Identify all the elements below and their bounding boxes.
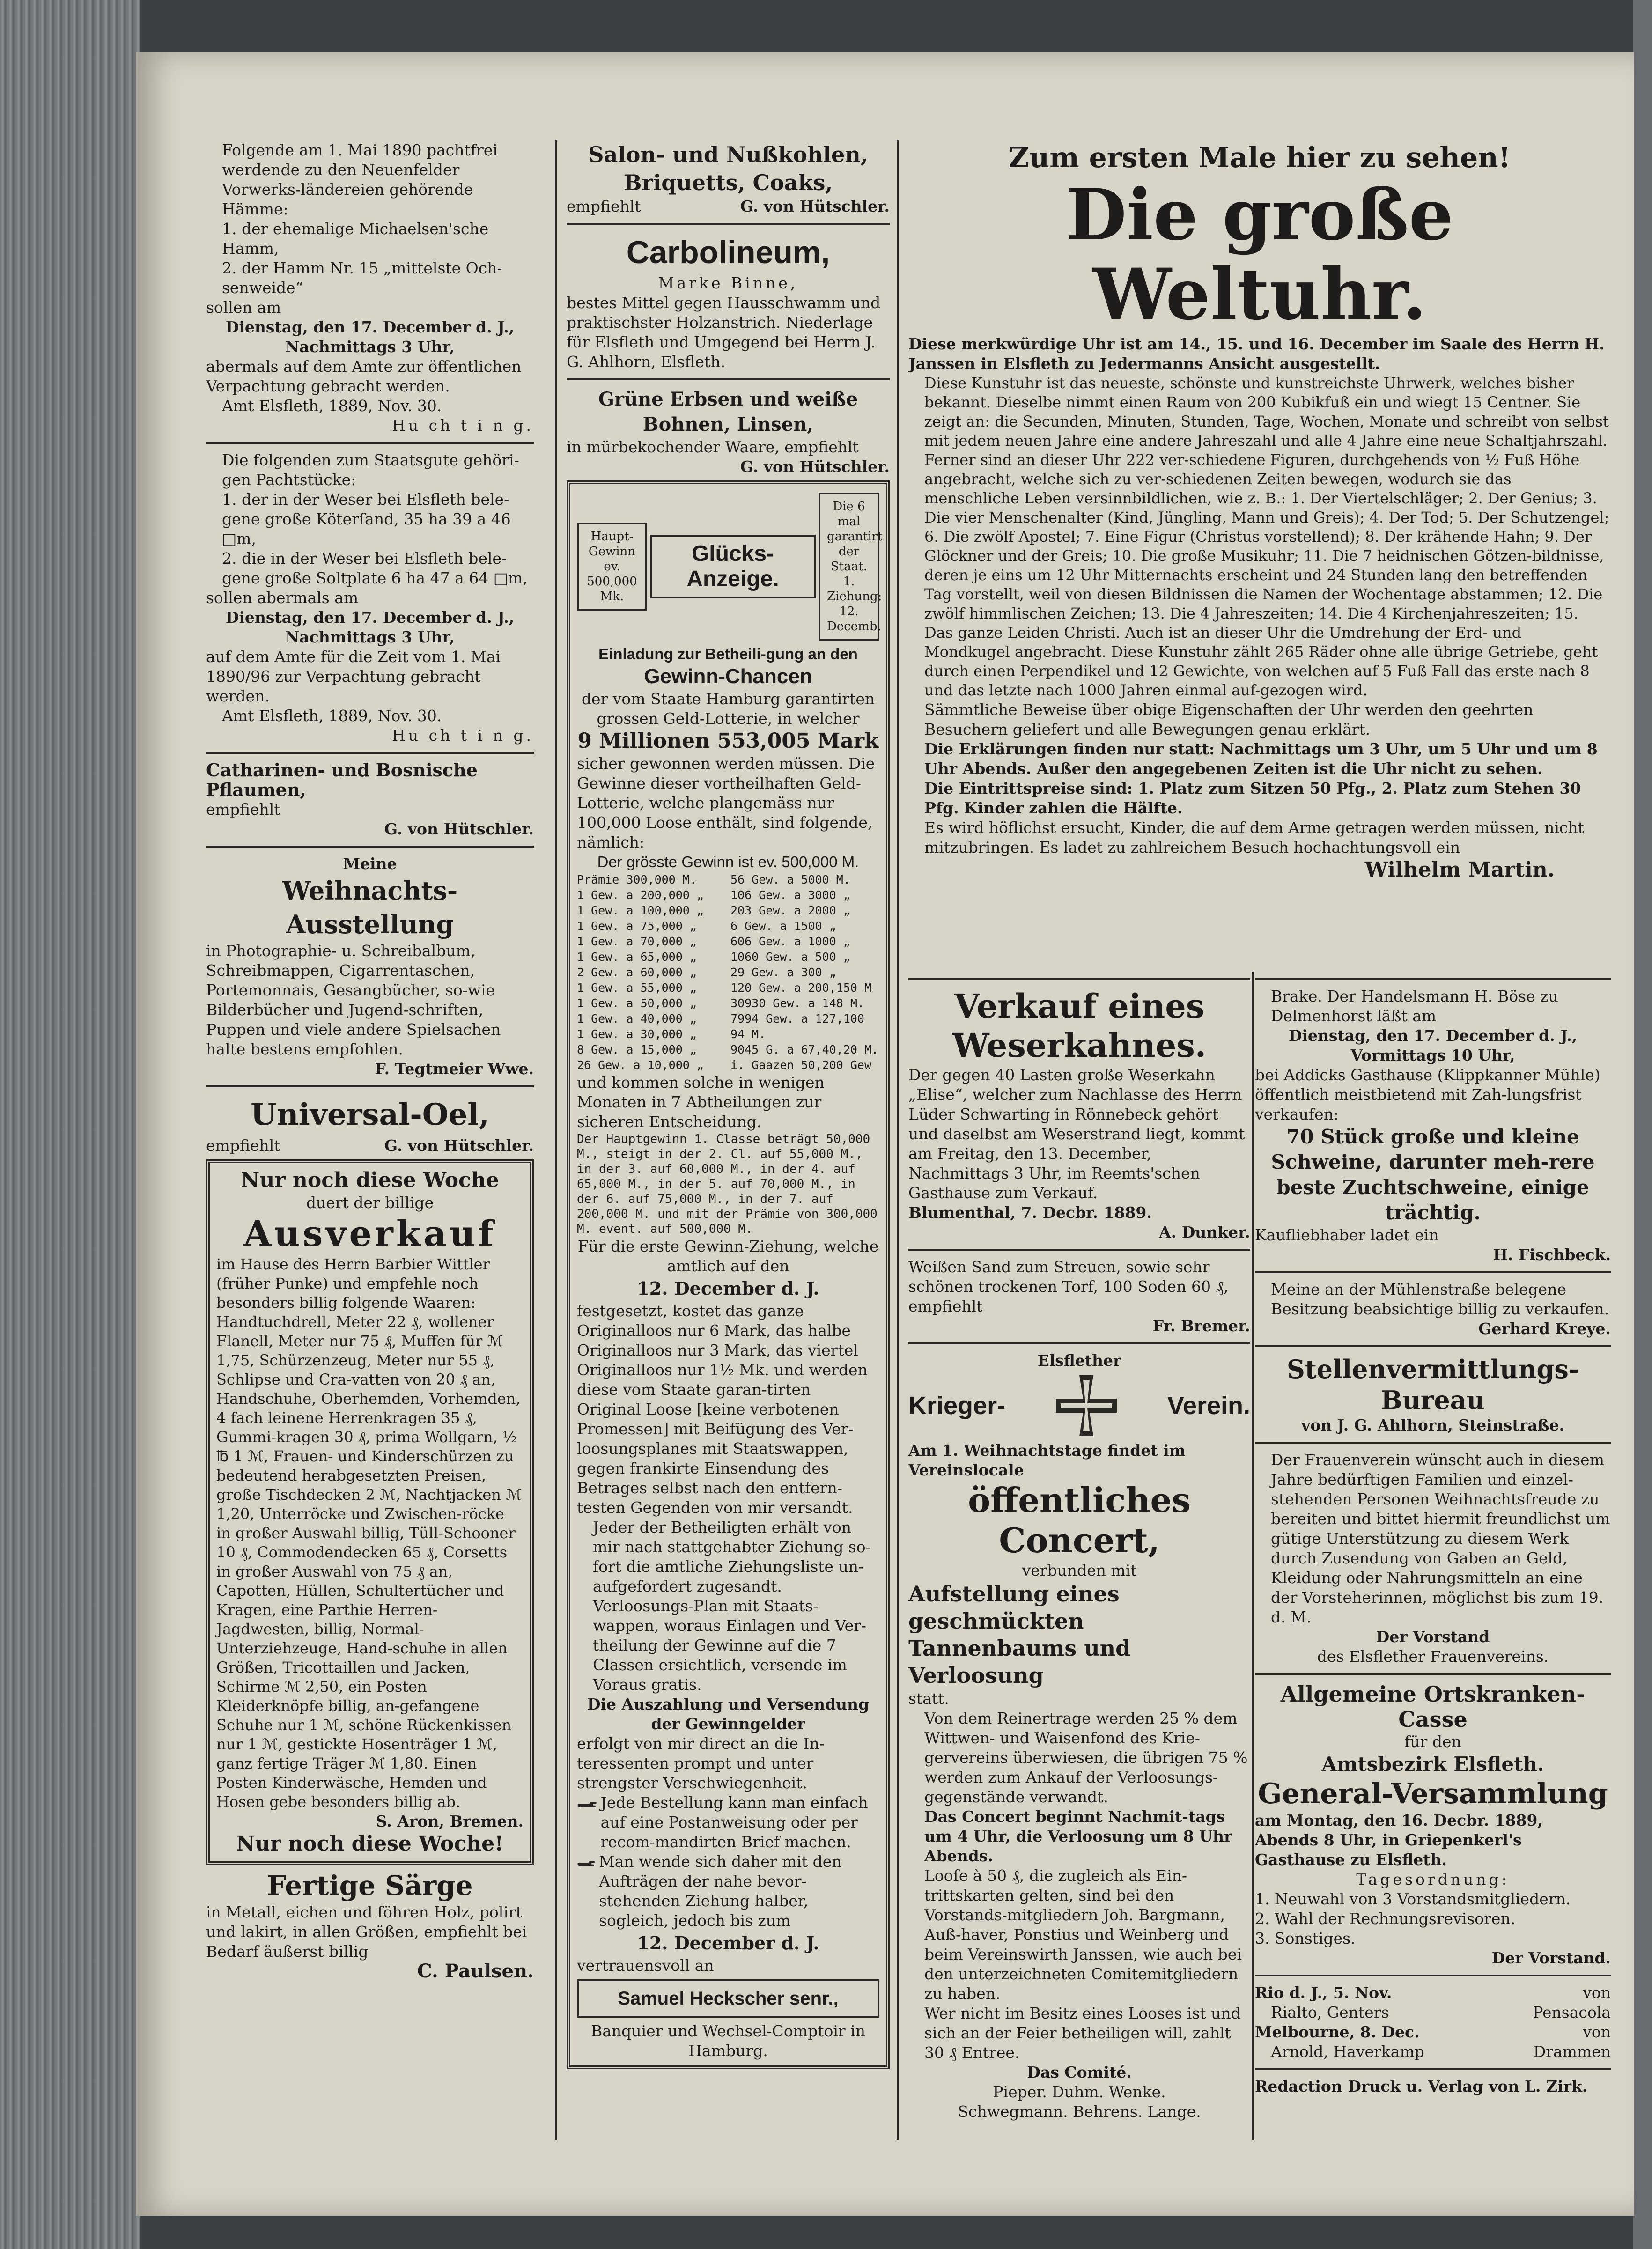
prize-row: 9045 G. a 67,40,20 M. — [730, 1043, 879, 1056]
column-3a — [908, 972, 1250, 2122]
column-rule-3 — [1252, 972, 1254, 2140]
notice-text: Folgende am 1. Mai 1890 pachtfrei werdende zu den Neuenfelder Vorwerks-ländereien gehörende Hämme: — [222, 141, 498, 218]
notice-state-lease — [206, 450, 534, 745]
ad-boat-sale — [908, 987, 1250, 1242]
prize-row: 1 Gew. a 55,000 „ — [577, 981, 697, 995]
ad-title: Die große Weltuhr. — [1065, 174, 1454, 336]
lottery-signer-address: Banquier und Wechsel-Comptoir in Hamburg. — [591, 2022, 865, 2060]
column-3b — [1255, 972, 1611, 2096]
prize-row: 1 Gew. a 30,000 „ — [577, 1027, 697, 1041]
notice-title: Amtsbezirk Elsfleth. — [1321, 1753, 1544, 1776]
notice-date: Dienstag, den 17. December d. J., Nachmittags 3 Uhr, — [225, 318, 515, 356]
ad-title: Weihnachts-Ausstellung — [282, 876, 458, 939]
ad-sand — [908, 1257, 1250, 1336]
notice-item: 1. der ehemalige Michaelsen'sche Hamm, — [222, 220, 489, 258]
ad-text: Am 1. Weihnachtstage findet im Vereinslocale — [908, 1441, 1186, 1479]
lottery-chances: Gewinn-Chancen — [644, 665, 812, 688]
ship-entry: Rio d. J., 5. Nov. — [1255, 1984, 1392, 2002]
ad-text: Wer nicht im Besitz eines Looses ist und sich an der Feier betheiligen will, zahlt 30 ₰ Entree. — [924, 2004, 1241, 2062]
lottery-text: vertrauensvoll an — [577, 1956, 714, 1975]
ad-text: Es wird höflichst ersucht, Kinder, die auf dem Arme getragen werden müssen, nicht mitzubringen. Es ladet zu zahlreichem Besuch hochachtungsvoll ein — [924, 818, 1584, 856]
lottery-prize-table — [577, 872, 879, 1073]
ad-signer: Fr. Bremer. — [1152, 1317, 1250, 1335]
column-rule-2 — [897, 140, 899, 2140]
prize-row: 1060 Gew. a 500 „ — [730, 950, 850, 964]
prize-row: 6 Gew. a 1500 „ — [730, 919, 836, 933]
ad-title: Stellenvermittlungs-Bureau — [1286, 1354, 1579, 1415]
notice-place-date: Amt Elsfleth, 1889, Nov. 30. — [222, 397, 442, 415]
notice-meadow-lease — [206, 140, 534, 435]
ad-title: Catharinen- und Bosnische Pflaumen, — [206, 759, 478, 800]
ad-universal-oil — [206, 1094, 534, 1156]
notice-signer: Der Vorstand — [1376, 1628, 1490, 1646]
prize-row: 606 Gew. a 1000 „ — [730, 935, 850, 948]
prize-row: 1 Gew. a 65,000 „ — [577, 950, 697, 964]
divider — [1255, 1271, 1611, 1273]
ad-signer: G. von Hütschler. — [740, 197, 890, 215]
lottery-title: Glücks-Anzeige. — [650, 535, 816, 598]
notice-womens-association — [1255, 1450, 1611, 1666]
divider — [1255, 1673, 1611, 1675]
ad-text: statt. — [908, 1689, 949, 1708]
iron-cross-icon — [1051, 1371, 1121, 1441]
lottery-text: der vom Staate Hamburg garantirten grossen Geld-Lotterie, in welcher — [581, 690, 875, 728]
ad-title: Fertige Särge — [267, 1870, 473, 1902]
ad-text: im Hause des Herrn Barbier Wittler (früher Punke) und empfehle noch besonders billig folgende Waaren: Handtuchdrell, Meter 22 ₰, wollener Flanell, Meter nur 75 ₰, Muffen für ℳ 1,75, Schürzenzeug, Meter nur 55 ₰, Schlipse und Cra-vatten von 20 ₰ an, Handschuhe, Oberhemden, Vorhemden, 4 fach leinene Herrenkragen 35 ₰, Gummi-kragen 30 ₰, prima Wollgarn, ½ ℔ 1 ℳ, Frauen- und Kinderschürzen zu bedeutend herabgesetzten Preisen, große Tischdecken 2 ℳ, Nachtjacken ℳ 1,20, Unterröcke und Zwischen-röcke in großer Auswahl billig, Tüll-Schooner 10 ₰, Commodendecken 65 ₰, Corsetts in großer Auswahl von 75 ₰ an, Capotten, Hüllen, Schultertücher und Kragen, eine Parthie Herren-Jagdwesten, billig, Normal-Unterziehzeuge, Hand-schuhe in allen Größen, Tricottaillen und Jacken, Schirme ℳ 2,50, ein Posten Kleiderknöpfe billig, an-gefangene Schuhe nur 1 ℳ, schöne Rückenkissen nur 1 ℳ, gestickte Hosenträger 1 ℳ, ganz fertige Träger ℳ 1,80. Einen Posten Kinderwäsche, Hemden und Hosen gebe besonders billig ab. — [216, 1255, 522, 1811]
prize-row: 1 Gew. a 75,000 „ — [577, 919, 697, 933]
agenda-item: 2. Wahl der Rechnungsrevisoren. — [1255, 1910, 1516, 1928]
ad-text: Kaufliebhaber ladet ein — [1255, 1226, 1439, 1244]
ad-title-left: Krieger- — [908, 1392, 1006, 1420]
ad-subtitle: Aufstellung eines geschmückten Tannenbaums und Verloosung — [908, 1581, 1131, 1688]
prize-row: 94 M. — [730, 1027, 766, 1041]
notice-title: Allgemeine Ortskranken-Casse — [1280, 1681, 1586, 1732]
lottery-invite: Einladung zur Betheili-gung an den — [598, 645, 858, 663]
prize-row: 1 Gew. a 100,000 „ — [577, 904, 704, 917]
lottery-signer: Samuel Heckscher senr., — [577, 1979, 879, 2018]
lottery-subhead: Die Auszahlung und Versendung der Gewinngelder — [587, 1695, 870, 1733]
ad-peas — [567, 387, 890, 477]
ad-schedule: Die Erklärungen finden nur statt: Nachmittags um 3 Uhr, um 5 Uhr und um 8 Uhr Abends. Außer den angegebenen Zeiten ist die Uhr nicht zu sehen. — [924, 740, 1598, 778]
ad-job-agency — [1255, 1354, 1611, 1435]
prize-list-left — [577, 872, 726, 1073]
ad-schedule: Das Concert beginnt Nachmit-tags um 4 Uhr, die Verloosung um 8 Uhr Abends. — [924, 1807, 1232, 1865]
agenda-heading: Tagesordnung: — [1356, 1870, 1510, 1888]
prize-row: 1 Gew. a 40,000 „ — [577, 1012, 697, 1025]
divider — [908, 1249, 1250, 1251]
ad-clearance-sale — [206, 1159, 534, 1865]
ad-text: verbunden mit — [1022, 1561, 1137, 1579]
ad-title: Grüne Erbsen und weiße Bohnen, Linsen, — [598, 388, 858, 435]
notice-signer: des Elsflether Frauenvereins. — [1317, 1647, 1549, 1666]
ad-signer: G. von Hütschler. — [740, 457, 890, 476]
notice-title: General-Versammlung — [1258, 1777, 1608, 1810]
prize-list-right — [730, 872, 879, 1073]
prize-row: 8 Gew. a 15,000 „ — [577, 1043, 697, 1056]
lottery-date: 12. December d. J. — [637, 1278, 819, 1299]
ad-signer: F. Tegtmeier Wwe. — [375, 1060, 534, 1078]
lottery-guarantee-box: Die 6 mal garantirt der Staat. 1. Ziehung: 12. Decemb. — [819, 493, 879, 641]
notice-signer: Hu ch t i n g. — [392, 726, 534, 745]
agenda-item: 1. Neuwahl von 3 Vorstandsmitgliedern. — [1255, 1890, 1571, 1908]
prize-row: i. Gaazen 50,200 Gew — [730, 1058, 872, 1072]
lottery-text: erfolgt von mir direct an die In-teressenten prompt und unter strengster Verschwiegenheit. — [577, 1734, 825, 1792]
lottery-text: sicher gewonnen werden müssen. Die Gewinne dieser vortheilhaften Geld-Lotterie, welche plangemäss nur 100,000 Loose enthält, sind folgende, nämlich: — [577, 754, 875, 851]
notice-signer: Der Vorstand. — [1491, 1949, 1611, 1967]
lottery-text: und kommen solche in wenigen Monaten in 7 Abtheilungen zur sicheren Entscheidung. — [577, 1073, 825, 1131]
imprint: Redaction Druck u. Verlag von L. Zirk. — [1255, 2077, 1588, 2095]
notice-date: am Montag, den 16. Decbr. 1889, Abends 8 Uhr, in Griepenkerl's Gasthause zu Elsfleth. — [1255, 1811, 1543, 1869]
ad-coal — [567, 140, 890, 216]
ad-plums — [206, 760, 534, 839]
ad-signer: H. Fischbeck. — [1493, 1246, 1611, 1264]
prize-row: 1 Gew. a 50,000 „ — [577, 996, 697, 1010]
lottery-text: Verloosungs-Plan mit Staats-wappen, woraus Einlagen und Ver-theilung der Gewinne auf die 7 Classen ersichtlich, versende im Voraus gratis. — [593, 1597, 867, 1694]
notice-text: Der Frauenverein wünscht auch in diesem Jahre bedürftigen Familien und einzel-stehenden Personen Weihnachtsfreude zu bereiten und bittet hiermit freundlichst um gütige Unterstützung zu diesem Werk durch Zusendung von Gaben an Geld, Kleidung oder Nahrungsmitteln an eine der Vorsteherinnen, möglichst bis zum 19. d. M. — [1271, 1451, 1610, 1626]
ad-title: öffentliches Concert, — [968, 1480, 1191, 1560]
ad-text: Diese Kunstuhr ist das neueste, schönste und kunstreichste Uhrwerk, welches bisher bekannt. Dieselbe nimmt einen Raum von 200 Kubikfuß ein und wiegt 15 Centner. Sie zeigt an: die Secunden, Minuten, Stunden, Tage, Wochen, Monate und schreibt von selbst mit jedem neuen Jahre eine andere Jahreszahl und alle 4 Jahre eine neue Schaltjahrszahl. Ferner sind an dieser Uhr 222 ver-schiedene Figuren, durchgehends von ½ Fuß Höhe angebracht, welche sich zu ver-schiedenen Zeiten bewegen, wodurch sie das menschliche Leben versinnbildlichen, wie z. B.: 1. Der Viertelschläger; 2. Der Genius; 3. Die vier Menschenalter (Kind, Jüngling, Mann und Greis); 4. Der Tod; 5. Der Schutzengel; 6. Die zwölf Apostel; 7. Eine Figur (Christus vorstellend); 8. Der krähende Hahn; 9. Der Glöckner und der Greis; 10. Die große Musikuhr; 11. Die 7 heidnischen Götzen-bildnisse, deren je eins um 12 Uhr Mitternachts erscheint und 24 Stunden lang den betreffenden Tag vorstellt, weil von diesen Bildnissen die Namen der Wochentage abstammen; 12. Die zwölf himmlischen Zeichen; 13. Die 4 Jahreszeiten; 14. Die 4 Kirchenjahreszeiten; 15. Das ganze Leiden Christi. Auch ist an dieser Uhr die Umdrehung der Erd- und Mondkugel angebracht. Diese Kunstuhr zählt 265 Räder ohne alle übrige Getriebe, geht durch einen Perpendikel und 12 Gewichte, von welchen auf 5 Fuß Fall das erste nach 8 und das letzte nach 1000 Jahren einmal auf-gezogen wird. — [924, 374, 1609, 699]
ad-text: empfiehlt — [567, 197, 641, 215]
ad-committee-names: Schwegmann. Behrens. Lange. — [958, 2102, 1201, 2121]
ad-carbolineum — [567, 231, 890, 372]
ad-signer: G. von Hütschler. — [384, 1136, 534, 1155]
divider — [1255, 1975, 1611, 1976]
lottery-text: Für die erste Gewinn-Ziehung, welche amtlich auf den — [577, 1237, 879, 1275]
ship-port: von — [1583, 1984, 1611, 2002]
notice-signer: Hu ch t i n g. — [392, 416, 534, 435]
divider — [206, 1085, 534, 1087]
ad-kicker: Elsflether — [1037, 1351, 1121, 1370]
notice-text: Die folgenden zum Staatsgute gehöri-gen Pachtstücke: — [222, 451, 519, 489]
ad-signer: S. Aron, Bremen. — [376, 1812, 524, 1830]
shipping-news — [1255, 1983, 1611, 2062]
ad-title: 70 Stück große und kleine Schweine, darunter meh-rere beste Zuchtschweine, einige trächtig. — [1271, 1125, 1595, 1224]
ad-christmas-exhibition — [206, 854, 534, 1079]
prize-row: 203 Gew. a 2000 „ — [730, 904, 850, 917]
ad-signer: Gerhard Kreye. — [1478, 1320, 1611, 1338]
divider — [206, 846, 534, 848]
ad-text: empfiehlt — [206, 800, 280, 818]
ad-signer: A. Dunker. — [1159, 1223, 1250, 1241]
divider — [567, 378, 890, 380]
ad-title: Ausverkauf — [243, 1213, 496, 1254]
ad-kicker: Meine — [343, 855, 397, 873]
column-1 — [206, 140, 534, 1981]
ad-kicker: Nur noch diese Woche — [241, 1168, 499, 1192]
lottery-amount: 9 Millionen 553,005 Mark — [577, 729, 879, 753]
notice-health-insurance — [1255, 1681, 1611, 1968]
ad-title: Universal-Oel, — [251, 1097, 489, 1132]
lottery-text: Man wende sich daher mit den Aufträgen der nahe bevor-stehenden Ziehung halber, sogleich, jedoch bis zum — [599, 1852, 842, 1930]
prize-row: 7994 Gew. a 127,100 — [730, 1012, 864, 1025]
ad-title: Salon- und Nußkohlen, Briquetts, Coaks, — [588, 142, 868, 195]
notice-text: abermals auf dem Amte zur öffentlichen Verpachtung gebracht werden. — [206, 357, 522, 395]
ship-entry: Melbourne, 8. Dec. — [1255, 2023, 1420, 2041]
divider — [206, 752, 534, 754]
notice-text: für den — [1404, 1733, 1461, 1751]
ad-coffins — [206, 1869, 534, 1981]
lottery-class-info: Der Hauptgewinn 1. Classe beträgt 50,000 M., steigt in der 2. Cl. auf 55,000 M., in der 3. auf 60,000 M., in der 4. auf 65,000 M., in der 5. auf 70,000 M., in der 6. auf 75,000 M., in der 7. auf 200,000 M. und mit der Prämie von 300,000 M. event. auf 500,000 M. — [577, 1132, 878, 1236]
ad-text: Der gegen 40 Lasten große Weserkahn „Elise“, welcher zum Nachlasse des Herrn Lüder Schwarting in Rönnebeck gehört und daselbst am Weserstrand liegt, kommt am Freitag, den 13. December, Nachmittags 3 Uhr, im Reemts'schen Gasthause zum Verkauf. — [908, 1066, 1245, 1202]
ad-signer: C. Paulsen. — [417, 1960, 534, 1981]
prize-row: Prämie 300,000 M. — [577, 873, 697, 886]
prize-row: 1 Gew. a 70,000 „ — [577, 935, 697, 948]
notice-item: 2. der Hamm Nr. 15 „mittelste Och-senweide“ — [222, 259, 502, 297]
ad-text: empfiehlt — [206, 1136, 280, 1155]
ad-text: Von dem Reinertrage werden 25 % dem Wittwen- und Waisenfond des Krie-gervereins überwiesen, die übrigen 75 % werden zum Ankauf der Verloosungs-gegenstände verwandt. — [924, 1709, 1248, 1806]
ship-port: Pensacola — [1533, 2003, 1611, 2021]
lottery-text: Jede Bestellung kann man einfach auf eine Postanweisung oder per recom-mandirten Brief machen. — [600, 1793, 868, 1851]
pointing-hand-icon — [577, 1852, 595, 1875]
ad-signer: Wilhelm Martin. — [1364, 858, 1555, 882]
prize-row: 120 Gew. a 200,150 M — [730, 981, 872, 995]
prize-row: 30930 Gew. a 148 M. — [730, 996, 864, 1010]
prize-row: 29 Gew. a 300 „ — [730, 966, 836, 979]
notice-date: Dienstag, den 17. December d. J., Nachmittags 3 Uhr, — [225, 608, 515, 646]
notice-text: auf dem Amte für die Zeit vom 1. Mai 1890/96 zur Verpachtung gebracht werden. — [206, 648, 501, 705]
ad-kicker: Zum ersten Male hier zu sehen! — [1008, 141, 1511, 174]
ship-port: von — [1583, 2023, 1611, 2041]
notice-place-date: Amt Elsfleth, 1889, Nov. 30. — [222, 707, 442, 725]
ad-title-right: Verein. — [1167, 1392, 1250, 1420]
next-page-edge — [1633, 0, 1652, 2249]
ad-brand: Marke Binne, — [658, 274, 798, 292]
notice-text: sollen am — [206, 298, 281, 317]
ad-text: bei Addicks Gasthause (Klippkanner Mühle) öffentlich meistbietend mit Zah-lungsfrist verkaufen: — [1255, 1066, 1600, 1123]
ad-text: in Photographie- u. Schreibalbum, Schreibmappen, Cigarrentaschen, Portemonnais, Gesangbücher, so-wie Bilderbücher und Jugend-schriften, Puppen und viele andere Spielsachen halte bestens empfohlen. — [206, 942, 501, 1058]
ad-text: in Metall, eichen und föhren Holz, polirt und lakirt, in allen Größen, empfiehlt bei Bedarf äußerst billig — [206, 1903, 527, 1961]
ad-footer: Nur noch diese Woche! — [236, 1832, 504, 1856]
notice-item: 1. der in der Weser bei Elsfleth bele-gene große Köterſand, 35 ha 39 a 46 □m, — [222, 490, 511, 548]
prize-row: 56 Gew. a 5000 M. — [730, 873, 850, 886]
divider — [1255, 1345, 1611, 1347]
ad-prices: Die Eintrittspreise sind: 1. Platz zum Sitzen 50 Pfg., 2. Platz zum Stehen 30 Pfg. Kinder zahlen die Hälfte. — [924, 779, 1581, 817]
ad-committee-names: Pieper. Duhm. Wenke. — [993, 2083, 1166, 2101]
column-rule-1 — [555, 140, 557, 2140]
ad-title: Carbolineum, — [626, 235, 830, 270]
notice-text: sollen abermals am — [206, 589, 359, 607]
ad-signer: G. von Hütschler. — [384, 820, 534, 838]
ad-text: Looſe à 50 ₰, die zugleich als Ein-trittskarten gelten, sind bei den Vorstands-mitgliedern Joh. Bargmann, Auß-haver, Ponstius und Weinberg und beim Vereinswirth Janssen, wie auch bei den unterzeichneten Comitemitgliedern zu haben. — [924, 1866, 1242, 2003]
ad-signer: Das Comité. — [1027, 2063, 1132, 2081]
ad-pig-auction — [1255, 987, 1611, 1265]
column-3-top — [908, 140, 1611, 883]
divider — [1255, 978, 1611, 980]
divider — [908, 1342, 1250, 1344]
lottery-header — [577, 489, 883, 644]
column-2 — [567, 140, 890, 2073]
divider — [567, 223, 890, 225]
prize-row: 2 Gew. a 60,000 „ — [577, 966, 697, 979]
pointing-hand-icon — [577, 1793, 597, 1816]
ad-world-clock — [908, 140, 1611, 883]
lottery-text: Jeder der Betheiligten erhält von mir nach stattgehabter Ziehung so-fort die amtliche Ziehungsliste un-aufgefordert zugesandt. — [593, 1518, 871, 1595]
prize-row: 26 Gew. a 10,000 „ — [577, 1058, 704, 1072]
ad-text: in mürbekochender Waare, empfiehlt — [567, 438, 859, 456]
ad-text: bestes Mittel gegen Hausschwamm und praktischster Holzanstrich. Niederlage für Elsfleth und Umgegend bei Herrn J. G. Ahlhorn, Elsfleth. — [567, 294, 881, 371]
prize-row: 106 Gew. a 3000 „ — [730, 888, 850, 902]
ad-text: Sämmtliche Beweise über obige Eigenschaften der Uhr werden den geehrten Besuchern geliefert und alle Bewegungen genau erklärt. — [924, 701, 1534, 738]
lottery-prize-box: Haupt-Gewinn ev. 500,000 Mk. — [577, 523, 647, 611]
ad-text: Meine an der Mühlenstraße belegene Besitzung beabsichtige billig zu verkaufen. — [1271, 1280, 1609, 1318]
notice-item: 2. die in der Weser bei Elsfleth bele-gene große Soltplate 6 ha 47 a 64 □m, — [222, 549, 528, 587]
ad-text: duert der billige — [306, 1194, 434, 1212]
book-binding-edge — [0, 0, 140, 2249]
ad-text: Brake. Der Handelsmann H. Böse zu Delmenhorst läßt am — [1271, 987, 1558, 1025]
divider — [908, 978, 1250, 980]
divider — [206, 442, 534, 444]
lottery-top-prize: Der grösste Gewinn ist ev. 500,000 M. — [597, 853, 859, 870]
ad-lottery — [567, 480, 890, 2069]
divider — [1255, 1442, 1611, 1444]
ship-entry: Arnold, Haverkamp — [1271, 2043, 1424, 2061]
ad-text: Weißen Sand zum Streuen, sowie sehr schönen trockenen Torf, 100 Soden 60 ₰, empfiehlt — [908, 1258, 1229, 1315]
ad-place-date: Blumenthal, 7. Decbr. 1889. — [908, 1203, 1152, 1222]
lottery-text: festgesetzt, kostet das ganze Originalloos nur 6 Mark, das halbe Originalloos nur 3 Mark, das viertel Originalloos nur 1½ Mk. und werden diese vom Staate garan-tirten Original Loose [keine verbotenen Promessen] mit Beifügung des Ver-loosungsplanes mit Staatswappen, gegen frankirte Einsendung des Betrages selbst nach den entfern-testen Gegenden von mir versandt. — [577, 1302, 868, 1517]
prize-row: 1 Gew. a 200,000 „ — [577, 888, 704, 902]
ad-property — [1255, 1280, 1611, 1339]
divider — [1255, 2068, 1611, 2070]
lottery-date: 12. December d. J. — [637, 1932, 819, 1954]
ship-entry: Rialto, Genters — [1271, 2003, 1389, 2021]
ad-veterans-concert — [908, 1351, 1250, 2122]
agenda-item: 3. Sonstiges. — [1255, 1929, 1356, 1947]
ship-port: Drammen — [1533, 2043, 1611, 2061]
ad-date: Dienstag, den 17. December d. J., Vormittags 10 Uhr, — [1288, 1026, 1578, 1064]
ad-lead: Diese merkwürdige Uhr ist am 14., 15. und 16. December im Saale des Herrn H. Janssen in Elsfleth zu Jedermanns Ansicht ausgestellt. — [908, 335, 1605, 373]
ad-title: Verkauf eines Weserkahnes. — [952, 987, 1207, 1065]
ad-text: von J. G. Ahlhorn, Steinstraße. — [1301, 1416, 1564, 1434]
